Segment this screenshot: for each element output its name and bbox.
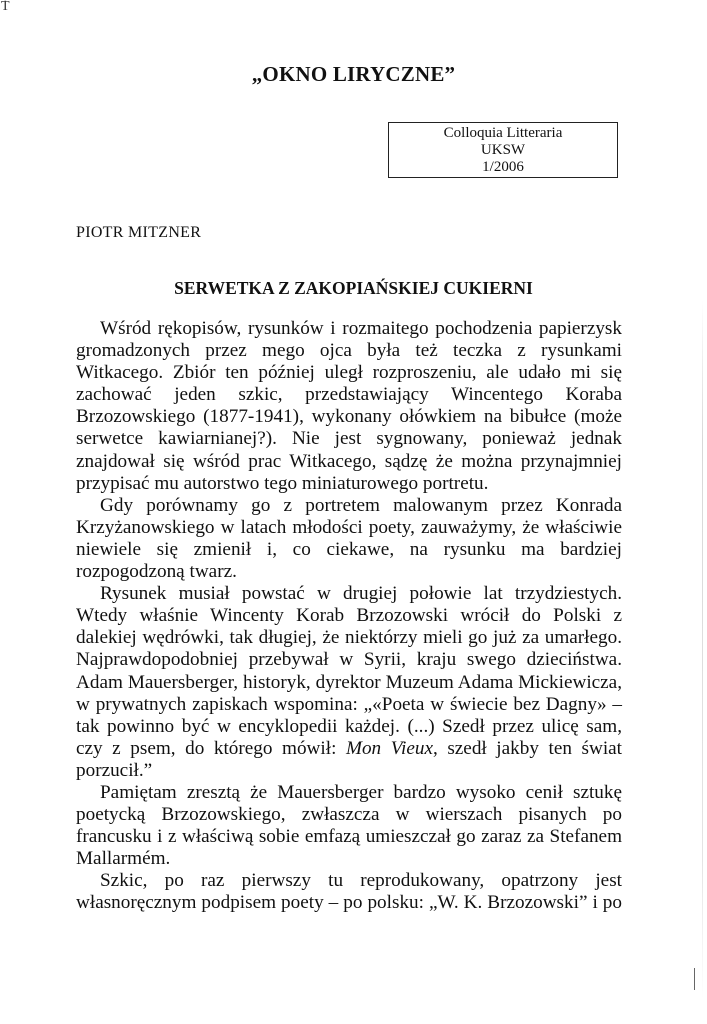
paragraph-2: Gdy porównamy go z portretem malowanym przez Konrada Krzyżanowskiego w latach młodości poety, zauważymy, że właściwie niewiele się zmienił i, co ciekawe, na rysunku ma bardziej rozpogodzoną twarz. <box>76 494 622 583</box>
page-edge-shadow <box>702 300 703 1000</box>
journal-publisher: UKSW <box>480 142 526 158</box>
author-name: PIOTR MITZNER <box>76 224 202 241</box>
article-body <box>76 318 622 915</box>
section-title: „OKNO LIRYCZNE” <box>251 62 456 86</box>
journal-name: Colloquia Litteraria <box>443 125 563 141</box>
paragraph-5: Szkic, po raz pierwszy tu reprodukowany, opatrzony jest własnoręcznym podpisem poety – po polsku: „W. K. Brzozowski” i po <box>76 870 622 914</box>
paragraph-4: Pamiętam zresztą że Mauersberger bardzo wysoko cenił sztukę poetycką Brzozowskiego, zwłaszcza w wierszach pisanych po francusku i z właściwą sobie emfazą umieszczał go zaraz za Stefanem Mallarmém. <box>76 781 622 870</box>
article-title: SERWETKA Z ZAKOPIAŃSKIEJ CUKIERNI <box>174 278 533 298</box>
journal-issue: 1/2006 <box>482 159 524 175</box>
quote-italic: Mon Vieux <box>345 737 433 759</box>
quote-tail: , szedł jakby ten świat porzucił.” <box>76 737 622 781</box>
paragraph-1: Wśród rękopisów, rysunków i rozmaitego pochodzenia papierzysk gromadzonych przez mego ojca była też teczka z rysunkami Witkacego. Zbiór ten później uległ rozproszeniu, ale udało mi się zachować jeden szkic, przedstawiający Wincentego Koraba Brzozowskiego (1877-1941), wykonany ołówkiem na bibułce (może serwetce kawiarnianej?). Nie jest sygnowany, ponieważ jednak znajdował się wśród prac Witkacego, sądzę że można przynajmniej przypisać mu autorstwo tego miniaturowego portretu. <box>76 318 622 494</box>
page-edge-mark <box>694 968 695 990</box>
corner-mark: Ť <box>1 0 10 14</box>
journal-info-box <box>388 122 618 178</box>
paragraph-3-text: Rysunek musiał powstać w drugiej połowie lat trzydziestych. Wtedy właśnie Wincenty Korab Brzozowski wrócił do Polski z dalekiej wędrówki, tak długiej, że niektórzy mieli go już za umarłego. Najprawdopodobniej przebywał w Syrii, kraju swego dzieciństwa. Adam Mauersberger, historyk, dyrektor Muzeum Adama Mickiewicza, w prywatnych zapiskach wspomina: „«Poeta w świecie bez Dagny» – tak powinno być w encyklopedii każdej. (...) Szedł przez ulicę sam, czy z psem, do którego mówił: <box>76 583 622 759</box>
paragraph-3 <box>76 583 622 782</box>
